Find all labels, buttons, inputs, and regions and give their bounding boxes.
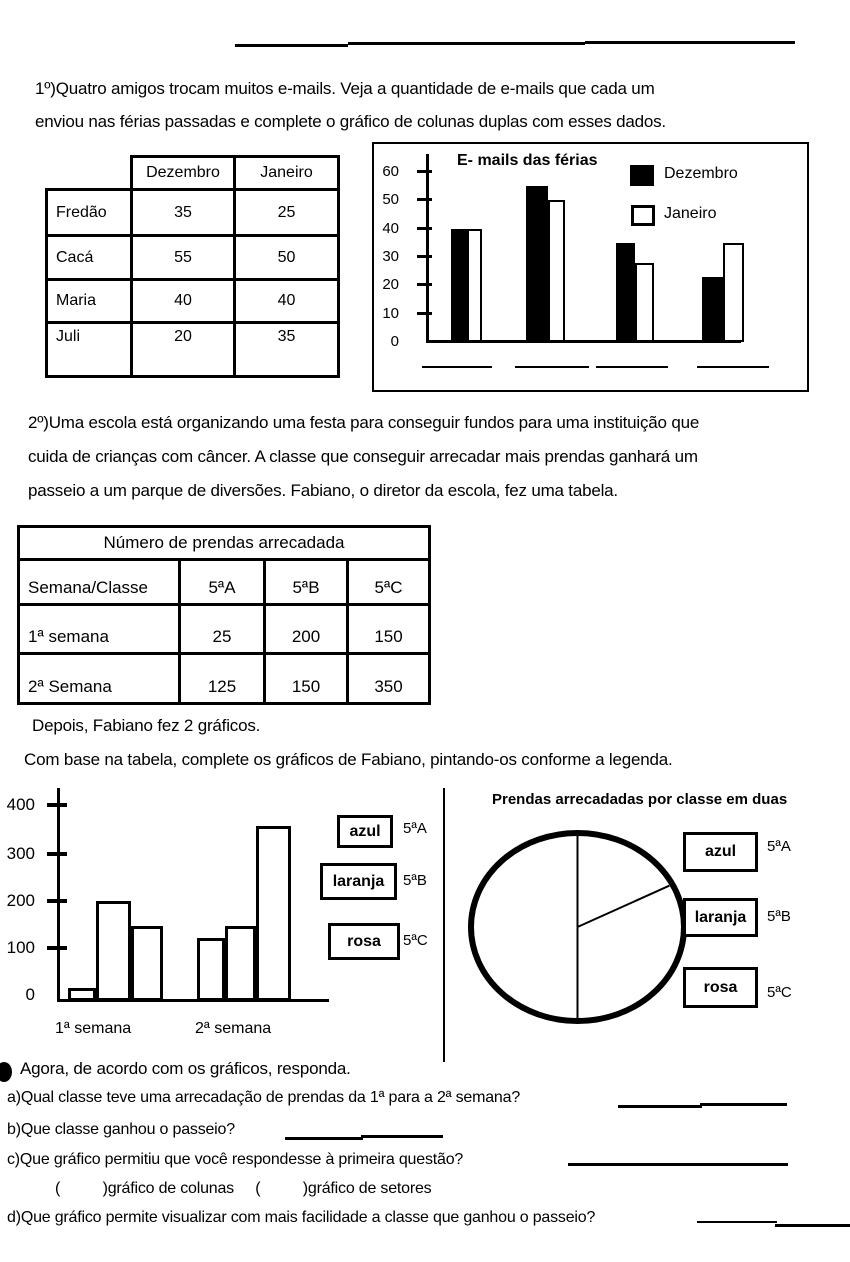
bar <box>256 826 291 1001</box>
cell-value: 20 <box>132 323 235 377</box>
text-line: 2º)Uma escola está organizando uma festa para conseguir fundos para uma instituição que <box>28 413 700 432</box>
axis-tick <box>417 255 432 258</box>
axis-tick <box>417 170 432 173</box>
y-tick-label: 60 <box>382 163 399 180</box>
y-tick-label: 10 <box>382 305 399 322</box>
text-line: 1º)Quatro amigos trocam muitos e-mails. Veja a quantidade de e-mails que cada um <box>35 79 655 98</box>
category-blank-line <box>596 366 668 368</box>
answer-blank-line <box>618 1105 702 1108</box>
cell-value: 55 <box>132 236 235 280</box>
column-header: 5ªA <box>180 560 265 605</box>
legend-class-label: 5ªC <box>767 984 792 1001</box>
answer-blank-line <box>697 1221 777 1223</box>
cell-value: 150 <box>265 654 348 704</box>
table-row <box>47 323 339 377</box>
answer-intro-text: Agora, de acordo com os gráficos, responda. <box>20 1059 351 1078</box>
question-b-text: b)Que classe ganhou o passeio? <box>7 1121 235 1138</box>
legend-box-azul: azul <box>337 815 393 848</box>
cell-value: 25 <box>180 605 265 654</box>
bar <box>635 263 654 342</box>
cell-value: 35 <box>235 323 339 377</box>
category-label: 1ª semana <box>55 1020 132 1037</box>
category-blank-line <box>422 366 492 368</box>
legend-swatch-dezembro <box>630 165 654 186</box>
axis-tick <box>417 283 432 286</box>
bar <box>225 926 256 1001</box>
question-1-text <box>35 72 666 138</box>
complete-charts-text: Com base na tabela, complete os gráficos de Fabiano, pintando-os conforme a legenda. <box>24 750 673 769</box>
emails-table <box>45 155 340 378</box>
legend-swatch-janeiro <box>631 205 655 226</box>
y-tick-label: 0 <box>390 333 399 350</box>
bullet-icon <box>0 1062 12 1082</box>
y-tick-label: 400 <box>6 795 35 814</box>
cell-value: 40 <box>235 280 339 323</box>
cell-value: 150 <box>348 605 430 654</box>
table-row <box>47 190 339 236</box>
answer-blank-line <box>775 1224 850 1227</box>
bars-area <box>57 788 337 1004</box>
legend-box-rosa: rosa <box>683 967 758 1008</box>
cell-value: 350 <box>348 654 430 704</box>
bar <box>526 186 548 342</box>
y-tick-label: 100 <box>6 938 35 957</box>
question-2-text <box>28 406 699 508</box>
prendas-table <box>17 525 431 705</box>
bar <box>723 243 744 342</box>
legend-class-label: 5ªC <box>403 932 428 949</box>
name-blank-line <box>585 41 795 44</box>
table-corner-cell <box>47 157 132 190</box>
column-header: Janeiro <box>235 157 339 190</box>
bar <box>548 200 565 342</box>
pie-title: Prendas arrecadadas por classe em duas <box>492 791 788 808</box>
legend-label: Janeiro <box>664 205 717 222</box>
column-header: 5ªB <box>265 560 348 605</box>
legend-class-label: 5ªA <box>767 838 791 855</box>
bar <box>467 229 482 342</box>
question-d-text: d)Que gráfico permite visualizar com mais facilidade a classe que ganhou o passeio? <box>7 1209 596 1226</box>
name-blank-line <box>235 44 348 47</box>
cell-value: 35 <box>132 190 235 236</box>
question-c-text: c)Que gráfico permitiu que você respondesse à primeira questão? <box>7 1151 464 1168</box>
row-label: 1ª semana <box>19 605 180 654</box>
y-tick-label: 30 <box>382 248 399 265</box>
cell-value: 200 <box>265 605 348 654</box>
bar <box>197 938 225 1001</box>
axis-tick <box>417 198 432 201</box>
row-label: 2ª Semana <box>19 654 180 704</box>
category-blank-line <box>515 366 589 368</box>
bar <box>131 926 163 1001</box>
text-line: passeio a um parque de diversões. Fabiano, o diretor da escola, fez uma tabela. <box>28 481 618 500</box>
legend-class-label: 5ªB <box>403 872 427 889</box>
options-text: ( )gráfico de colunas ( )gráfico de setores <box>55 1180 432 1197</box>
bar <box>451 229 467 342</box>
legend-box-laranja: laranja <box>683 898 758 937</box>
bar <box>96 901 131 1001</box>
row-label: Fredão <box>47 190 132 236</box>
y-tick-label: 300 <box>6 844 35 863</box>
cell-value: 40 <box>132 280 235 323</box>
y-tick-label: 0 <box>25 985 35 1004</box>
answer-blank-line <box>285 1137 363 1140</box>
table-row <box>19 654 430 704</box>
prendas-pie-chart <box>455 818 705 1033</box>
column-header: Semana/Classe <box>19 560 180 605</box>
row-label: Cacá <box>47 236 132 280</box>
emails-chart <box>372 142 809 392</box>
bar <box>68 988 96 1001</box>
cell-value: 125 <box>180 654 265 704</box>
cell-value: 25 <box>235 190 339 236</box>
row-label: Maria <box>47 280 132 323</box>
cell-value: 50 <box>235 236 339 280</box>
legend-box-rosa: rosa <box>328 923 400 960</box>
category-label: 2ª semana <box>195 1020 272 1037</box>
answer-blank-line <box>361 1135 443 1138</box>
axis-tick <box>417 312 432 315</box>
text-line: cuida de crianças com câncer. A classe que conseguir arrecadar mais prendas ganhará um <box>28 447 698 466</box>
bar <box>702 277 723 342</box>
answer-blank-line <box>568 1163 788 1166</box>
y-tick-label: 40 <box>382 220 399 237</box>
answer-blank-line <box>700 1103 787 1106</box>
legend-box-azul: azul <box>683 832 758 872</box>
name-blank-line <box>348 42 585 45</box>
y-tick-label: 200 <box>6 891 35 910</box>
category-blank-line <box>697 366 769 368</box>
row-label: Juli <box>47 323 132 377</box>
table-row <box>47 280 339 323</box>
after-table-text: Depois, Fabiano fez 2 gráficos. <box>32 716 261 735</box>
column-header: 5ªC <box>348 560 430 605</box>
chart-title: E- mails das férias <box>457 152 598 169</box>
legend-box-laranja: laranja <box>320 863 397 900</box>
table-row <box>19 605 430 654</box>
legend-class-label: 5ªB <box>767 908 791 925</box>
column-header: Dezembro <box>132 157 235 190</box>
legend-label: Dezembro <box>664 165 738 182</box>
table-row <box>47 236 339 280</box>
question-a-text: a)Qual classe teve uma arrecadação de prendas da 1ª para a 2ª semana? <box>7 1089 521 1106</box>
table-title: Número de prendas arrecadada <box>19 527 430 560</box>
legend-class-label: 5ªA <box>403 820 427 837</box>
bar <box>616 243 635 342</box>
axis-tick <box>417 227 432 230</box>
y-tick-label: 20 <box>382 276 399 293</box>
text-line: enviou nas férias passadas e complete o gráfico de colunas duplas com esses dados. <box>35 112 666 131</box>
chart-divider-line <box>443 788 445 1062</box>
y-tick-label: 50 <box>382 191 399 208</box>
